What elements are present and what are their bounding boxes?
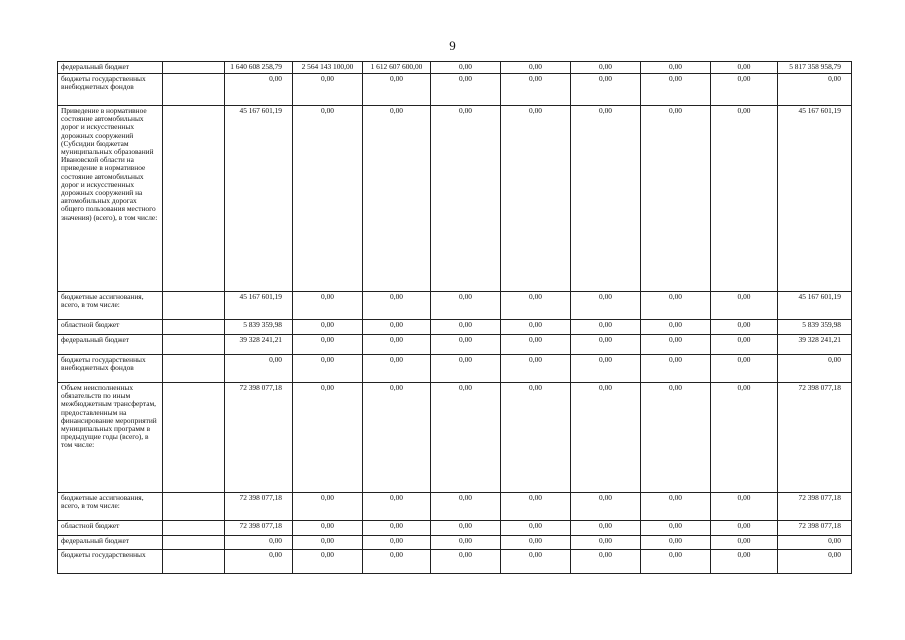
value-cell: 0,00 xyxy=(363,320,431,335)
row-code-cell xyxy=(163,493,225,521)
value-cell: 0,00 xyxy=(641,62,711,74)
value-cell: 5 839 359,98 xyxy=(225,320,293,335)
value-cell: 0,00 xyxy=(293,335,363,355)
value-cell: 0,00 xyxy=(778,355,852,383)
value-cell: 0,00 xyxy=(431,383,501,493)
row-code-cell xyxy=(163,62,225,74)
row-code-cell xyxy=(163,521,225,536)
value-cell: 72 398 077,18 xyxy=(225,493,293,521)
value-cell: 0,00 xyxy=(501,550,571,574)
value-cell: 0,00 xyxy=(571,493,641,521)
value-cell: 0,00 xyxy=(641,550,711,574)
value-cell: 0,00 xyxy=(225,536,293,550)
table-row xyxy=(58,383,852,493)
row-label: федеральный бюджет xyxy=(58,335,163,355)
row-label: бюджеты государственных внебюджетных фондов xyxy=(58,74,163,106)
value-cell: 0,00 xyxy=(431,521,501,536)
value-cell: 0,00 xyxy=(293,74,363,106)
value-cell: 0,00 xyxy=(571,292,641,320)
value-cell: 0,00 xyxy=(431,62,501,74)
value-cell: 0,00 xyxy=(571,320,641,335)
value-cell: 72 398 077,18 xyxy=(778,493,852,521)
value-cell: 0,00 xyxy=(571,521,641,536)
value-cell: 45 167 601,19 xyxy=(778,106,852,292)
row-label: бюджеты государственных xyxy=(58,550,163,574)
row-label: бюджеты государственных внебюджетных фондов xyxy=(58,355,163,383)
value-cell: 0,00 xyxy=(363,74,431,106)
row-label: Объем неисполненных обязательств по иным межбюджетным трансфертам, предоставленным на финансирование мероприятий муниципальных программ в предыдущие годы (всего), в том числе: xyxy=(58,383,163,493)
table-row xyxy=(58,62,852,74)
value-cell: 0,00 xyxy=(293,521,363,536)
value-cell: 0,00 xyxy=(641,320,711,335)
row-label: областной бюджет xyxy=(58,320,163,335)
value-cell: 0,00 xyxy=(363,383,431,493)
value-cell: 0,00 xyxy=(571,74,641,106)
value-cell: 72 398 077,18 xyxy=(778,383,852,493)
row-code-cell xyxy=(163,550,225,574)
row-label: федеральный бюджет xyxy=(58,62,163,74)
value-cell: 0,00 xyxy=(501,320,571,335)
value-cell: 0,00 xyxy=(501,536,571,550)
table-row xyxy=(58,521,852,536)
value-cell: 5 839 359,98 xyxy=(778,320,852,335)
value-cell: 0,00 xyxy=(711,493,778,521)
page-number: 9 xyxy=(449,38,456,53)
row-label: бюджетные ассигнования, всего, в том числе: xyxy=(58,292,163,320)
value-cell: 0,00 xyxy=(431,355,501,383)
row-label: федеральный бюджет xyxy=(58,536,163,550)
value-cell: 0,00 xyxy=(641,106,711,292)
table-row xyxy=(58,536,852,550)
value-cell: 0,00 xyxy=(711,550,778,574)
value-cell: 0,00 xyxy=(501,335,571,355)
value-cell: 0,00 xyxy=(711,62,778,74)
value-cell: 0,00 xyxy=(501,62,571,74)
value-cell: 0,00 xyxy=(363,106,431,292)
value-cell: 0,00 xyxy=(225,355,293,383)
table-row xyxy=(58,292,852,320)
value-cell: 0,00 xyxy=(293,106,363,292)
value-cell: 0,00 xyxy=(571,355,641,383)
value-cell: 0,00 xyxy=(571,62,641,74)
budget-table xyxy=(57,61,852,574)
value-cell: 5 817 358 958,79 xyxy=(778,62,852,74)
value-cell: 0,00 xyxy=(293,355,363,383)
value-cell: 0,00 xyxy=(293,320,363,335)
row-code-cell xyxy=(163,383,225,493)
table-row xyxy=(58,320,852,335)
value-cell: 0,00 xyxy=(501,493,571,521)
table-row xyxy=(58,335,852,355)
row-code-cell xyxy=(163,355,225,383)
value-cell: 0,00 xyxy=(363,536,431,550)
table-row xyxy=(58,493,852,521)
row-code-cell xyxy=(163,106,225,292)
value-cell: 0,00 xyxy=(711,536,778,550)
row-label: бюджетные ассигнования, всего, в том числе: xyxy=(58,493,163,521)
value-cell: 0,00 xyxy=(778,536,852,550)
value-cell: 0,00 xyxy=(363,550,431,574)
table-row xyxy=(58,550,852,574)
value-cell: 0,00 xyxy=(711,335,778,355)
value-cell: 0,00 xyxy=(225,550,293,574)
value-cell: 0,00 xyxy=(571,335,641,355)
value-cell: 0,00 xyxy=(571,383,641,493)
value-cell: 2 564 143 100,00 xyxy=(293,62,363,74)
row-code-cell xyxy=(163,320,225,335)
value-cell: 0,00 xyxy=(431,74,501,106)
value-cell: 39 328 241,21 xyxy=(225,335,293,355)
value-cell: 1 640 608 258,79 xyxy=(225,62,293,74)
value-cell: 0,00 xyxy=(711,106,778,292)
value-cell: 0,00 xyxy=(363,493,431,521)
value-cell: 0,00 xyxy=(225,74,293,106)
value-cell: 0,00 xyxy=(363,292,431,320)
value-cell: 0,00 xyxy=(501,521,571,536)
value-cell: 45 167 601,19 xyxy=(225,292,293,320)
value-cell: 0,00 xyxy=(711,320,778,335)
value-cell: 0,00 xyxy=(641,74,711,106)
value-cell: 45 167 601,19 xyxy=(225,106,293,292)
value-cell: 72 398 077,18 xyxy=(225,383,293,493)
value-cell: 0,00 xyxy=(641,493,711,521)
value-cell: 0,00 xyxy=(293,292,363,320)
value-cell: 45 167 601,19 xyxy=(778,292,852,320)
value-cell: 0,00 xyxy=(711,521,778,536)
value-cell: 0,00 xyxy=(571,550,641,574)
value-cell: 0,00 xyxy=(778,550,852,574)
value-cell: 1 612 607 600,00 xyxy=(363,62,431,74)
value-cell: 0,00 xyxy=(293,536,363,550)
value-cell: 0,00 xyxy=(501,292,571,320)
value-cell: 0,00 xyxy=(501,383,571,493)
value-cell: 0,00 xyxy=(711,292,778,320)
table-row xyxy=(58,355,852,383)
value-cell: 0,00 xyxy=(363,521,431,536)
value-cell: 0,00 xyxy=(641,521,711,536)
value-cell: 0,00 xyxy=(431,106,501,292)
value-cell: 0,00 xyxy=(711,74,778,106)
table-row xyxy=(58,74,852,106)
value-cell: 0,00 xyxy=(363,335,431,355)
value-cell: 0,00 xyxy=(431,335,501,355)
value-cell: 0,00 xyxy=(571,536,641,550)
row-code-cell xyxy=(163,536,225,550)
value-cell: 0,00 xyxy=(641,536,711,550)
value-cell: 0,00 xyxy=(431,292,501,320)
value-cell: 0,00 xyxy=(431,550,501,574)
value-cell: 72 398 077,18 xyxy=(778,521,852,536)
row-label: областной бюджет xyxy=(58,521,163,536)
value-cell: 0,00 xyxy=(641,292,711,320)
value-cell: 39 328 241,21 xyxy=(778,335,852,355)
value-cell: 0,00 xyxy=(571,106,641,292)
value-cell: 0,00 xyxy=(711,355,778,383)
value-cell: 0,00 xyxy=(431,320,501,335)
value-cell: 0,00 xyxy=(641,355,711,383)
value-cell: 0,00 xyxy=(501,106,571,292)
value-cell: 0,00 xyxy=(293,383,363,493)
value-cell: 0,00 xyxy=(641,335,711,355)
row-label: Приведение в нормативное состояние автомобильных дорог и искусственных дорожных сооружений (Субсидии бюджетам муниципальных образований Ивановской области на приведение в нормативное состояние автомобильных дорог и искусственных дорожных сооружений на автомобильных дорогах общего пользования местного значения) (всего), в том числе: xyxy=(58,106,163,292)
row-code-cell xyxy=(163,292,225,320)
value-cell: 0,00 xyxy=(431,493,501,521)
value-cell: 0,00 xyxy=(641,383,711,493)
value-cell: 0,00 xyxy=(363,355,431,383)
row-code-cell xyxy=(163,74,225,106)
value-cell: 0,00 xyxy=(501,355,571,383)
value-cell: 0,00 xyxy=(293,493,363,521)
value-cell: 0,00 xyxy=(501,74,571,106)
table-row xyxy=(58,106,852,292)
value-cell: 0,00 xyxy=(293,550,363,574)
value-cell: 72 398 077,18 xyxy=(225,521,293,536)
value-cell: 0,00 xyxy=(711,383,778,493)
row-code-cell xyxy=(163,335,225,355)
value-cell: 0,00 xyxy=(778,74,852,106)
value-cell: 0,00 xyxy=(431,536,501,550)
